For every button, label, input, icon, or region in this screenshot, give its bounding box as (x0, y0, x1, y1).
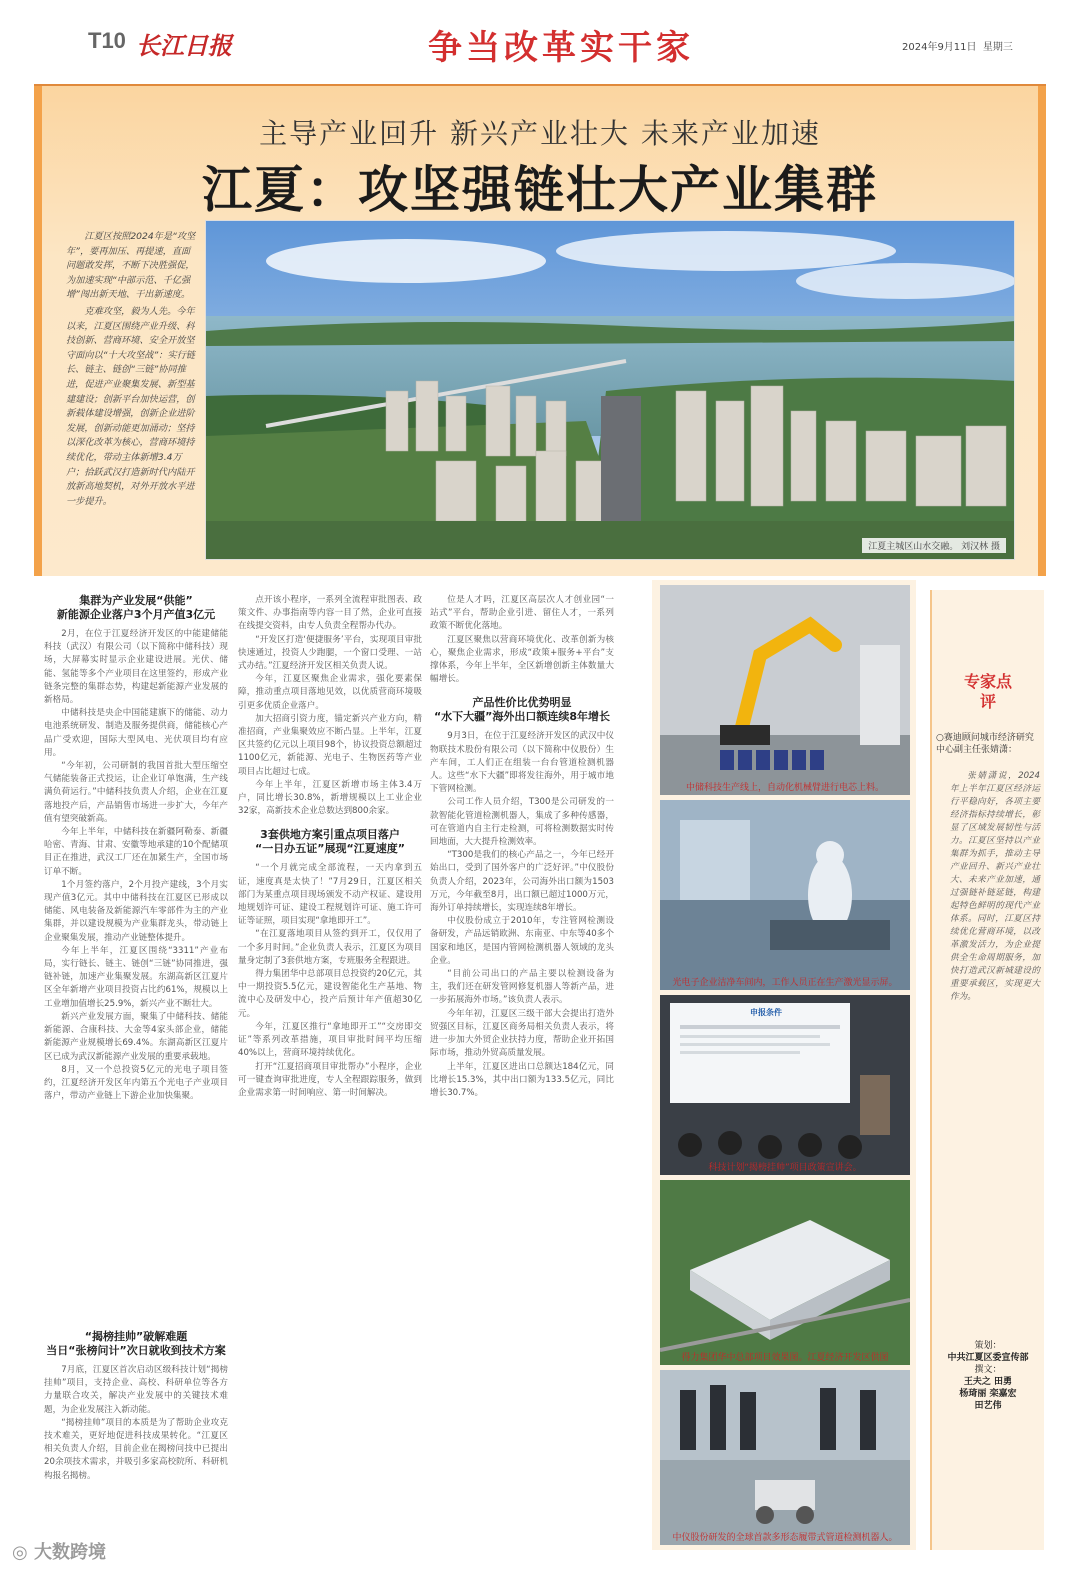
photo-caption: 江夏主城区山水交融。 刘汉林 摄 (862, 538, 1006, 553)
article4-body-b: 9月3日，在位于江夏经济开发区的武汉中仪物联技术股份有限公司（以下简称中仪股份）生产车间，工人们正在组装一台台管道检测机器人。这些“水下大疆”即将发往海外，用于城市地下管网检测。 公司工作人员介绍，T300是公司研发的一款智能化管道检测机器人，集成了多种传感器，可在管道内自主行走检测，可将检测数据实时传回地面，大大提升检测效率。 “T300是我们的核心产品之一，今年已经开始出口，受到了国外客户的广泛好评。”中仪股份负责人介绍，2023年，公司海外出口额为1503万元，今年截至8月，出口额已超过1000万元，海外订单持续增长，实现连续8年增长。 中仪股份成立于2010年，专注管网检测设备研发，产品远销欧洲、东南亚、中东等40多个国家和地区，是国内管网检测机器人领域的龙头企业。 “目前公司出口的产品主要以检测设备为主，我们还在研发管网修复机器人等新产品，进一步拓展海外市场。”该负责人表示。 今年年初，江夏区三级干部大会提出打造外贸强区目标，江夏区商务局相关负责人表示，将进一步加大外贸企业扶持力度，帮助企业开拓国际市场，推动外贸高质量发展。 上半年，江夏区进出口总额达184亿元，同比增长15.3%，其中出口额为133.5亿元，同比增长30.7%。 (430, 731, 614, 1098)
cityscape-illustration (206, 221, 1015, 560)
factory-illustration (660, 1180, 910, 1365)
article4-body-a: 位是人才吗，江夏区高层次人才创业园“一站式”平台，帮助企业引进、留住人才，一系列政策不断优化落地。 江夏区聚焦以营商环境优化、改革创新为核心，聚焦企业需求，形成“政策+服务+平台”支撑体系，今年上半年，全区新增创新主体数量大幅增长。 (430, 595, 614, 685)
cityscape-photo (205, 220, 1015, 560)
clean-room-photo (660, 800, 910, 990)
article-column-2 (238, 594, 422, 1100)
banner-title: 江夏：攻坚强链壮大产业集群 (202, 160, 878, 219)
robot-demo-photo (660, 1370, 910, 1545)
robot-demo-illustration (660, 1370, 910, 1545)
article3-headline: 3套供地方案引重点项目落户 “一日办五证”展现“江夏速度” (255, 828, 405, 856)
photo5-caption: 中仪股份研发的全球首款多形态履带式管道检测机器人。 (672, 1533, 898, 1543)
expert-body: 张婧潇说，2024年上半年江夏区经济运行平稳向好，各项主要经济指标持续增长，彰显了区域发展韧性与活力。江夏区坚持以产业集群为抓手，推动主导产业回升、新兴产业壮大、未来产业加速，通过强链补链延链，构建起特色鲜明的现代产业体系。同时，江夏区持续优化营商环境，以改革激发活力，为企业提供全生命周期服务，加快打造武汉新城建设的重要承载区，实现更大作为。 (950, 771, 1040, 1002)
photo1-caption: 中储科技生产线上，自动化机械臂进行电芯上料。 (685, 783, 884, 793)
page-number: T10 (88, 28, 126, 53)
article2-body: 7月底，江夏区首次启动区级科技计划“揭榜挂帅”项目，支持企业、高校、科研单位等各方力量联合攻关，解决产业发展中的关键技术难题，为企业发展注入新动能。 “揭榜挂帅”项目的本质是为了帮助企业攻克技术难关，更好地促进科技成果转化。“江夏区相关负责人介绍，目前企业在揭榜问技中已提出20余项技术需求，并吸引多家高校院所、科研机构报名揭榜。 (44, 1365, 228, 1481)
factory-rendering (660, 1180, 910, 1365)
seminar-illustration (660, 995, 910, 1175)
photo4-caption: 得力集团华中总部项目效果图。江夏经济开发区供图 (681, 1353, 889, 1363)
credits-block: 策划： 中共江夏区委宣传部 撰文： 王夫之 田勇 杨琦丽 栾嘉宏 田艺伟 (947, 1341, 1029, 1411)
photo3-caption: 科技计划“揭榜挂帅”项目政策宣讲会。 (708, 1163, 862, 1173)
article1-body: 2月，在位于江夏经济开发区的中能建储能科技（武汉）有限公司（以下简称中储科技）现场，大屏幕实时显示企业建设进展。光伏、储能、氢能等多个产业项目在这里签约，形成产业链条完整的集群态势，构建起新能源产业发展的新格局。 中储科技是央企中国能建旗下的储能、动力电池系统研发、制造及服务提供商，储能核心产品广受欢迎，国际大型风电、光伏项目均有应用。 “今年初，公司研制的我国首批大型压缩空气储能装备正式投运，让企业订单饱满，生产线满负荷运行。”中储科技负责人介绍，企业在江夏落地投产后，产品销售市场进一步扩大，今年产值有望突破新高。 今年上半年，中储科技在新疆阿勒泰、新疆哈密、青海、甘肃、安徽等地承建的10个配储项目正在推进，武汉工厂还在加紧生产，全国市场订单不断。 1个月签约落户，2个月投产建线，3个月实现产值3亿元。其中中储科技在江夏区已形成以储能、风电装备及新能源汽车零部件为主的产业集群，并以建设规模为产业集群龙头，带动链上企业聚集发展，推动产业链整体提升。 今年上半年，江夏区围绕“3311”产业布局，实行链长、链主、链创“三链”协同推进，强链补链，加速产业集聚发展。东湖高新区江夏片区全年新增产业项目投资占比约61%，规模以上工业增加值增长25.9%，新兴产业不断壮大。 新兴产业发展方面，聚集了中储科技、储能新能源、合康科技、大金等4家头部企业，储能新能源产业规模增长69.4%。东湖高新区江夏片区已成为武汉新能源产业发展的重要承载地。 8月，又一个总投资5亿元的光电子项目签约，江夏经济开发区年内第五个光电子产业项目落户，带动产业链上下游企业加快集聚。 (44, 629, 228, 1102)
article1-headline: 集群为产业发展“供能” 新能源企业落户3个月产值3亿元 (56, 594, 216, 621)
robot-arm-photo (660, 585, 910, 795)
issue-date: 2024年9月11日 星期三 (902, 42, 1013, 53)
article-column-1b (44, 1330, 228, 1483)
brand-logo-icon: ◎ (12, 1542, 28, 1563)
expert-name: ○赛迪顾问城市经济研究中心副主任张婧潇： (936, 733, 1034, 755)
article4-headline: 产品性价比优势明显 “水下大疆”海外出口额连续8年增长 (433, 696, 611, 724)
article3-body-a: 点开该小程序，一系列全流程审批图表、政策文件、办事指南等内容一目了然，企业可直接在线提交资料，由专人负责全程帮办代办。 “开发区打造‘便捷服务’平台，实现项目审批快速通过，投资人少跑腿，一个窗口受理、一站式办结。”江夏经济开发区相关负责人说。 今年，江夏区聚焦企业需求，强化要素保障，推动重点项目落地见效，以优质营商环境吸引更多优质企业落户。 加大招商引资力度，锚定新兴产业方向，精准招商，产业集聚效应不断凸显。上半年，江夏区共签约亿元以上项目98个，协议投资总额超过1100亿元，新能源、光电子、生物医药等产业项目占比超过七成。 今年上半年，江夏区新增市场主体3.4万户，同比增长30.8%，新增规模以上工业企业32家，高新技术企业总数达到800余家。 (238, 595, 422, 817)
watermark-brand: ◎ 大数跨境 (12, 1542, 106, 1563)
screen-title: 申报条件 (750, 1008, 782, 1017)
article-column-1 (44, 594, 228, 1103)
photo2-caption: 光电子企业洁净车间内，工作人员正在生产激光显示屏。 (672, 978, 898, 988)
newspaper-name: 长江日报 (136, 31, 232, 60)
article-column-3 (430, 594, 614, 1100)
expert-title: 专家点评 (963, 672, 1012, 711)
lead-paragraph: 江夏区按照2024年是“攻坚年”，要再加压、再提速，直面问题敢发挥，不断下决胜强促，为加速实现“中部示范、千亿强增”闯出新天地、干出新速度。 克难攻坚，毅为人先。今年以来，江夏区围绕产业升级、科技创新、营商环境、安全开放坚守面向以“十大攻坚战”：实行链长、链主、链创“三链”协同推进，促进产业聚集发展、新型基建建设；创新平台加快运营，创新载体建设增强，创新企业进阶发展，创新动能更加涌动；坚持以深化改革为核心，营商环境持续优化，带动主体新增3.4万户；拾跃武汉打造新时代内陆开放新高地契机，对外开放水平进一步提升。 (66, 231, 196, 507)
clean-room-illustration (660, 800, 910, 990)
article3-body-b: “一个月就完成全部流程，一天内拿到五证，速度真是太快了！”7月29日，江夏区相关部门为某重点项目现场颁发不动产权证、建设用地规划许可证、建设工程规划许可证、施工许可证等证照，项目实现“拿地即开工”。 “在江夏落地项目从签约到开工，仅仅用了一个多月时间。”企业负责人表示，江夏区为项目量身定制了3套供地方案，专班服务全程跟进。 得力集团华中总部项目总投资约20亿元，其中一期投资5.5亿元，建设智能化生产基地、物流中心及研发中心，投产后预计年产值超30亿元。 今年，江夏区推行“拿地即开工”“交房即交证”等系列改革措施，项目审批时间平均压缩40%以上，营商环境持续优化。 打开“江夏招商项目审批帮办”小程序，企业可一键查询审批进度，专人全程跟踪服务，做到企业需求第一时间响应、第一时间解决。 (238, 863, 422, 1098)
article2-headline: “揭榜挂帅”破解难题 当日“张榜问计”次日就收到技术方案 (46, 1330, 226, 1357)
banner-subtitle: 主导产业回升 新兴产业壮大 未来产业加速 (259, 117, 821, 150)
seminar-photo (660, 995, 910, 1175)
robot-arm-illustration (660, 585, 910, 795)
section-title: 争当改革实干家 (428, 28, 694, 68)
